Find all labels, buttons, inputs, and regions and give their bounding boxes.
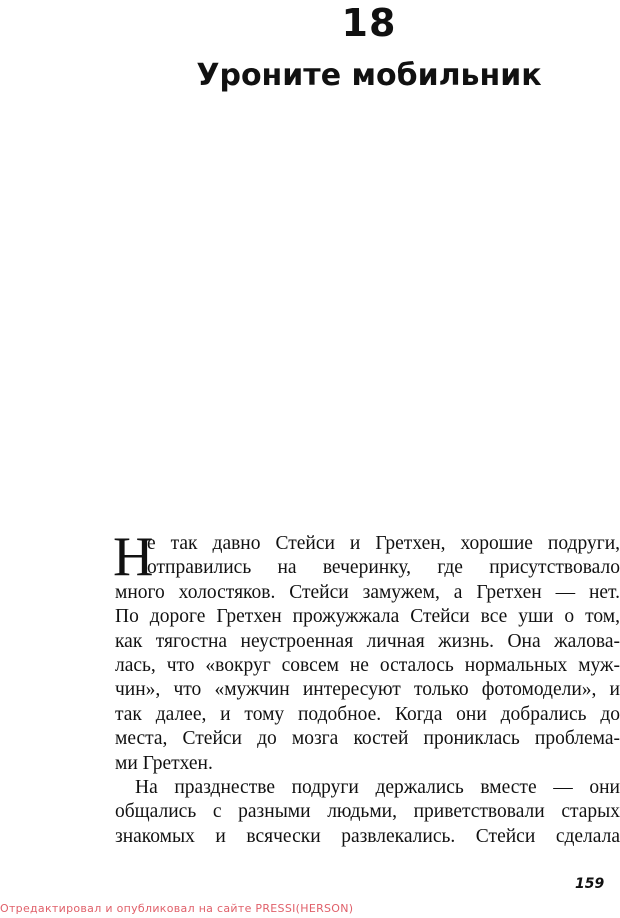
text-line: много холостяков. Стейси замужем, а Гретхен — нет. bbox=[115, 581, 620, 603]
page-number: 159 bbox=[575, 876, 605, 892]
text-line: как тягостна неустроенная личная жизнь. Она жалова- bbox=[115, 630, 620, 652]
text-line: места, Стейси до мозга костей прониклась проблема- bbox=[115, 728, 620, 750]
text-line: общались с разными людьми, приветствовали старых bbox=[115, 801, 620, 823]
text-line: отправились на вечеринку, где присутствовало bbox=[147, 557, 620, 579]
text-line: ми Гретхен. bbox=[115, 752, 213, 774]
chapter-number: 18 bbox=[341, 1, 397, 45]
text-line: лась, что «вокруг совсем не осталось нормальных муж- bbox=[115, 654, 620, 676]
text-line: На празднестве подруги держались вместе — они bbox=[135, 776, 620, 798]
text-line: так далее, и тому подобное. Когда они добрались до bbox=[115, 703, 620, 725]
text-line: знакомых и всячески развлекались. Стейси сделала bbox=[115, 825, 620, 847]
watermark-link[interactable]: Отредактировал и опубликовал на сайте PRESSI(HERSON) bbox=[0, 902, 354, 915]
text-line: е так давно Стейси и Гретхен, хорошие подруги, bbox=[147, 533, 620, 554]
body-text bbox=[113, 526, 620, 849]
text-line: чин», что «мужчин интересуют только фотомодели», и bbox=[115, 679, 620, 701]
chapter-title: Уроните мобильник bbox=[196, 58, 542, 93]
drop-cap: Н bbox=[113, 526, 154, 588]
text-line: По дороге Гретхен прожужжала Стейси все уши о том, bbox=[115, 606, 620, 628]
